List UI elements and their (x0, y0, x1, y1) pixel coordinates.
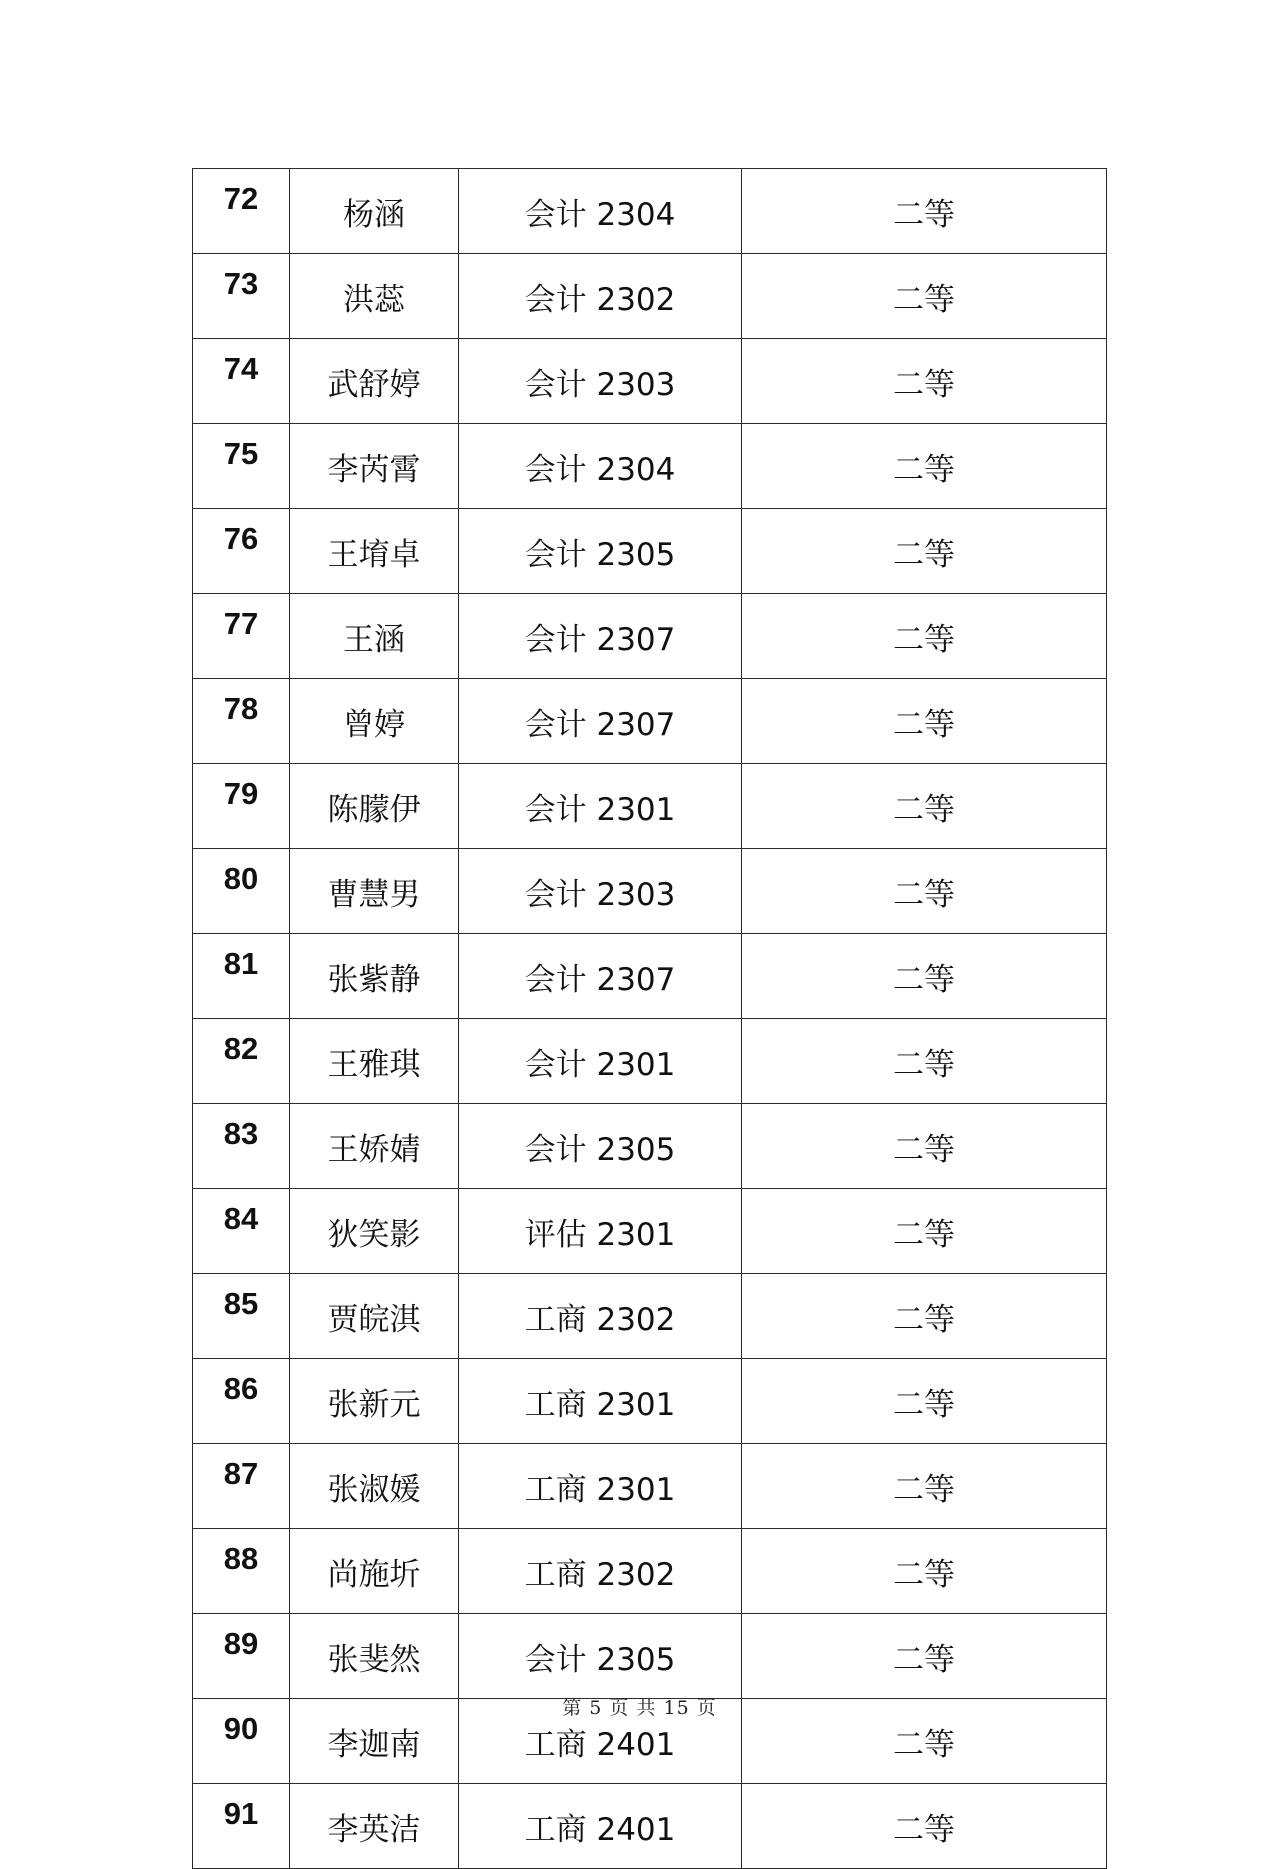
row-number: 75 (223, 436, 259, 471)
row-number-cell (193, 339, 290, 424)
award-level: 二等 (893, 1471, 955, 1508)
award-level-cell (742, 764, 1107, 849)
row-number-cell (193, 1104, 290, 1189)
class-name-cell (459, 1529, 742, 1614)
student-name-cell (290, 1784, 459, 1869)
class-name-cell (459, 1359, 742, 1444)
class-name: 会计 2307 (524, 621, 676, 658)
row-number-cell (193, 169, 290, 254)
award-level-cell (742, 849, 1107, 934)
award-level: 二等 (893, 1556, 955, 1593)
student-name-cell (290, 594, 459, 679)
award-level-cell (742, 1019, 1107, 1104)
student-name-cell (290, 1529, 459, 1614)
award-level: 二等 (893, 876, 955, 913)
table-row (193, 1444, 1107, 1529)
award-level-cell (742, 1529, 1107, 1614)
class-name-cell (459, 1189, 742, 1274)
row-number-cell (193, 934, 290, 1019)
class-name-cell (459, 1784, 742, 1869)
award-level: 二等 (893, 1811, 955, 1848)
class-name-cell (459, 934, 742, 1019)
table-row (193, 1614, 1107, 1699)
award-level: 二等 (893, 1046, 955, 1083)
student-name: 曾婷 (343, 706, 405, 743)
award-level-cell (742, 1784, 1107, 1869)
award-level: 二等 (893, 1216, 955, 1253)
class-name-cell (459, 169, 742, 254)
table-row (193, 1104, 1107, 1189)
student-name: 武舒婷 (327, 366, 421, 403)
class-name: 会计 2303 (524, 366, 676, 403)
table-row (193, 1359, 1107, 1444)
class-name-cell (459, 1444, 742, 1529)
table-row (193, 594, 1107, 679)
class-name: 会计 2304 (524, 451, 676, 488)
class-name-cell (459, 594, 742, 679)
class-name: 评估 2301 (524, 1216, 676, 1253)
row-number: 79 (223, 776, 259, 811)
table-row (193, 764, 1107, 849)
student-name-cell (290, 509, 459, 594)
student-name: 李迦南 (327, 1726, 421, 1763)
row-number-cell (193, 1614, 290, 1699)
award-level: 二等 (893, 1726, 955, 1763)
award-level: 二等 (893, 1386, 955, 1423)
award-level: 二等 (893, 1641, 955, 1678)
student-name-cell (290, 1019, 459, 1104)
row-number: 80 (223, 861, 259, 896)
award-level-cell (742, 509, 1107, 594)
student-name-cell (290, 764, 459, 849)
award-level-cell (742, 1614, 1107, 1699)
row-number: 90 (223, 1711, 259, 1746)
row-number-cell (193, 679, 290, 764)
table-row (193, 849, 1107, 934)
student-name-cell (290, 1444, 459, 1529)
student-name-cell (290, 679, 459, 764)
award-level-cell (742, 1359, 1107, 1444)
award-table-body (193, 169, 1107, 1869)
class-name-cell (459, 1019, 742, 1104)
class-name: 会计 2305 (524, 1641, 676, 1678)
table-row (193, 1274, 1107, 1359)
class-name: 会计 2301 (524, 791, 676, 828)
award-level: 二等 (893, 1301, 955, 1338)
class-name-cell (459, 1614, 742, 1699)
row-number-cell (193, 254, 290, 339)
award-level: 二等 (893, 1131, 955, 1168)
student-name: 张斐然 (327, 1641, 421, 1678)
row-number: 74 (223, 351, 259, 386)
table-row (193, 169, 1107, 254)
table-row (193, 254, 1107, 339)
student-name-cell (290, 1274, 459, 1359)
class-name-cell (459, 1274, 742, 1359)
row-number: 85 (223, 1286, 259, 1321)
award-level: 二等 (893, 791, 955, 828)
student-name: 洪蕊 (343, 281, 405, 318)
class-name-cell (459, 764, 742, 849)
table-row (193, 934, 1107, 1019)
row-number: 84 (223, 1201, 259, 1236)
row-number-cell (193, 1019, 290, 1104)
student-name: 王堉卓 (327, 536, 421, 573)
row-number-cell (193, 1189, 290, 1274)
award-level: 二等 (893, 961, 955, 998)
class-name: 会计 2305 (524, 1131, 676, 1168)
row-number: 83 (223, 1116, 259, 1151)
class-name-cell (459, 679, 742, 764)
award-level: 二等 (893, 281, 955, 318)
student-name-cell (290, 339, 459, 424)
class-name-cell (459, 509, 742, 594)
table-row (193, 424, 1107, 509)
student-name: 贾皖淇 (327, 1301, 421, 1338)
row-number-cell (193, 1529, 290, 1614)
row-number: 81 (223, 946, 259, 981)
class-name: 工商 2301 (524, 1386, 676, 1423)
class-name: 工商 2301 (524, 1471, 676, 1508)
row-number-cell (193, 594, 290, 679)
row-number-cell (193, 764, 290, 849)
class-name-cell (459, 849, 742, 934)
row-number: 91 (223, 1796, 259, 1831)
class-name: 工商 2302 (524, 1301, 676, 1338)
student-name: 杨涵 (343, 196, 405, 233)
student-name: 张紫静 (327, 961, 421, 998)
row-number: 72 (223, 181, 259, 216)
table-row (193, 1784, 1107, 1869)
page-footer: 第 5 页 共 15 页 (562, 1697, 717, 1719)
class-name: 会计 2304 (524, 196, 676, 233)
student-name-cell (290, 1104, 459, 1189)
award-level-cell (742, 1274, 1107, 1359)
student-name-cell (290, 1614, 459, 1699)
class-name: 工商 2401 (524, 1811, 676, 1848)
student-name-cell (290, 254, 459, 339)
table-row (193, 339, 1107, 424)
award-level-cell (742, 594, 1107, 679)
class-name-cell (459, 254, 742, 339)
table-row (193, 1529, 1107, 1614)
student-name: 李英洁 (327, 1811, 421, 1848)
row-number-cell (193, 509, 290, 594)
student-name-cell (290, 849, 459, 934)
row-number: 86 (223, 1371, 259, 1406)
row-number: 73 (223, 266, 259, 301)
row-number: 78 (223, 691, 259, 726)
award-level: 二等 (893, 366, 955, 403)
student-name: 尚施圻 (327, 1556, 421, 1593)
row-number-cell (193, 1444, 290, 1529)
award-level-cell (742, 1104, 1107, 1189)
student-name-cell (290, 424, 459, 509)
class-name: 会计 2301 (524, 1046, 676, 1083)
student-name: 陈朦伊 (327, 791, 421, 828)
table-row (193, 509, 1107, 594)
class-name-cell (459, 424, 742, 509)
student-name: 王娇婧 (327, 1131, 421, 1168)
award-level-cell (742, 1444, 1107, 1529)
row-number: 87 (223, 1456, 259, 1491)
student-name-cell (290, 1189, 459, 1274)
award-level-cell (742, 254, 1107, 339)
row-number-cell (193, 424, 290, 509)
student-name-cell (290, 169, 459, 254)
award-level-cell (742, 339, 1107, 424)
award-level-cell (742, 424, 1107, 509)
student-name: 李芮霄 (327, 451, 421, 488)
student-name: 王涵 (343, 621, 405, 658)
student-name: 张淑媛 (327, 1471, 421, 1508)
class-name-cell (459, 339, 742, 424)
award-level: 二等 (893, 706, 955, 743)
award-level: 二等 (893, 196, 955, 233)
row-number-cell (193, 1359, 290, 1444)
class-name: 会计 2302 (524, 281, 676, 318)
class-name: 工商 2401 (524, 1726, 676, 1763)
row-number-cell (193, 1274, 290, 1359)
row-number-cell (193, 849, 290, 934)
row-number: 77 (223, 606, 259, 641)
award-level-cell (742, 934, 1107, 1019)
class-name: 会计 2307 (524, 706, 676, 743)
class-name: 会计 2303 (524, 876, 676, 913)
award-level-cell (742, 169, 1107, 254)
class-name: 会计 2307 (524, 961, 676, 998)
table-row (193, 679, 1107, 764)
award-level: 二等 (893, 451, 955, 488)
row-number-cell (193, 1784, 290, 1869)
student-name: 王雅琪 (327, 1046, 421, 1083)
award-level-cell (742, 1189, 1107, 1274)
award-level-cell (742, 679, 1107, 764)
award-level: 二等 (893, 621, 955, 658)
student-name-cell (290, 1359, 459, 1444)
row-number: 88 (223, 1541, 259, 1576)
row-number: 89 (223, 1626, 259, 1661)
student-name: 曹慧男 (327, 876, 421, 913)
table-row (193, 1019, 1107, 1104)
class-name: 会计 2305 (524, 536, 676, 573)
award-level: 二等 (893, 536, 955, 573)
class-name-cell (459, 1104, 742, 1189)
student-name: 狄笑影 (327, 1216, 421, 1253)
student-name-cell (290, 934, 459, 1019)
row-number: 82 (223, 1031, 259, 1066)
row-number: 76 (223, 521, 259, 556)
table-row (193, 1189, 1107, 1274)
student-name: 张新元 (327, 1386, 421, 1423)
class-name: 工商 2302 (524, 1556, 676, 1593)
award-table (192, 168, 1107, 1869)
